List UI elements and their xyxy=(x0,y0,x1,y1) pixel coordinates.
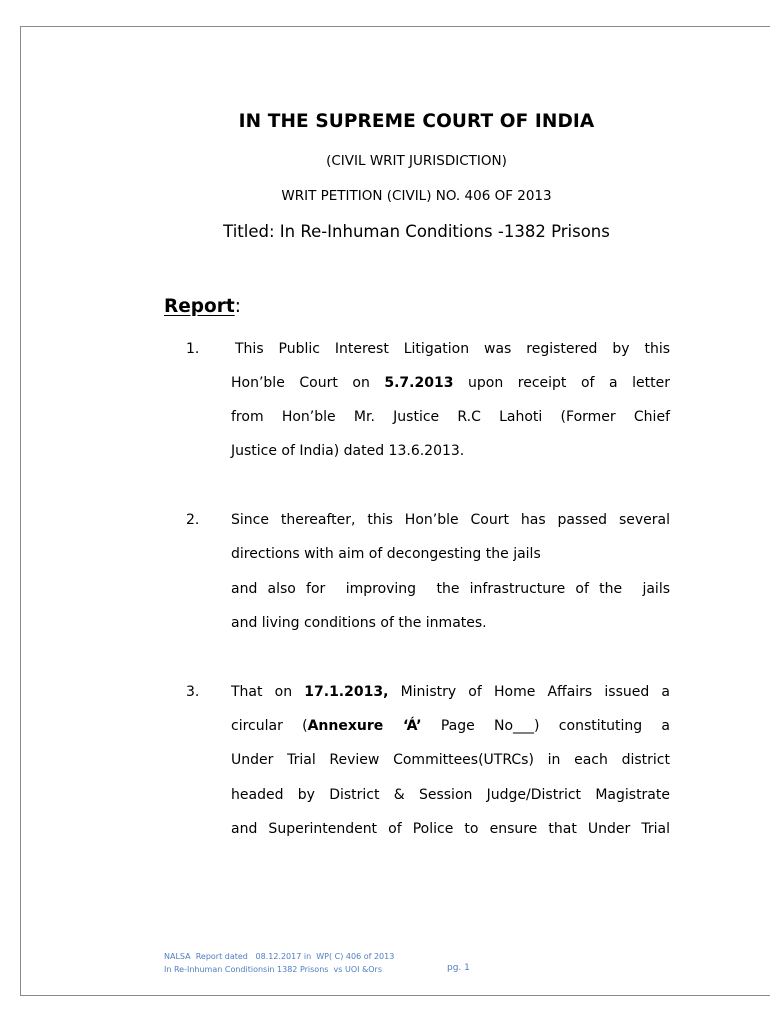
case-title: Titled: In Re-Inhuman Conditions -1382 Prisons xyxy=(223,222,610,241)
report-heading-colon: : xyxy=(234,296,241,317)
page-number: pg. 1 xyxy=(447,963,470,973)
paragraph-2-line-4: and living conditions of the inmates. xyxy=(231,615,487,631)
paragraph-2-line-1: Since thereafter, this Hon’ble Court has passed several xyxy=(231,512,670,528)
paragraph-1-date: 5.7.2013 xyxy=(384,375,454,391)
court-title: IN THE SUPREME COURT OF INDIA xyxy=(238,111,595,132)
paragraph-3-line-5: and Superintendent of Police to ensure that Under Trial xyxy=(231,821,670,837)
paragraph-1-line-3: from Hon’ble Mr. Justice R.C Lahoti (Former Chief xyxy=(231,409,670,425)
petition-number: WRIT PETITION (CIVIL) NO. 406 OF 2013 xyxy=(281,188,552,204)
paragraph-3-line-3: Under Trial Review Committees(UTRCs) in each district xyxy=(231,752,670,768)
paragraph-1-line-4: Justice of India) dated 13.6.2013. xyxy=(231,443,465,459)
paragraph-3-line-2 xyxy=(231,718,670,734)
paragraph-3-line-2-post: Page No___) constituting a xyxy=(421,718,670,734)
paragraph-3-annexure: Annexure ‘Á’ xyxy=(307,718,422,734)
paragraph-3-line-4: headed by District & Session Judge/District Magistrate xyxy=(231,787,670,803)
paragraph-2-line-3: and also for improving the infrastructure of the jails xyxy=(231,581,670,597)
jurisdiction-line: (CIVIL WRIT JURISDICTION) xyxy=(326,153,507,169)
paragraph-1-number: 1. xyxy=(186,341,200,357)
paragraph-3-number: 3. xyxy=(186,684,200,700)
page-border xyxy=(20,26,770,996)
paragraph-1-line-2 xyxy=(231,375,670,391)
paragraph-1-line-1: This Public Interest Litigation was registered by this xyxy=(235,341,670,357)
paragraph-3-line-1 xyxy=(231,684,670,700)
paragraph-1-line-2-post: upon receipt of a letter xyxy=(453,375,670,391)
report-heading xyxy=(164,296,241,317)
footer-line-2: In Re-Inhuman Conditionsin 1382 Prisons vs UOI &Ors xyxy=(164,965,383,974)
paragraph-1-line-2-pre: Hon’ble Court on xyxy=(231,375,385,391)
paragraph-3-line-1-pre: That on xyxy=(231,684,305,700)
paragraph-3-line-1-post: Ministry of Home Affairs issued a xyxy=(388,684,670,700)
paragraph-3-date: 17.1.2013, xyxy=(304,684,389,700)
paragraph-3-line-2-pre: circular ( xyxy=(231,718,308,734)
paragraph-2-line-2: directions with aim of decongesting the jails xyxy=(231,546,541,562)
paragraph-2-number: 2. xyxy=(186,512,200,528)
report-heading-text: Report xyxy=(164,296,235,317)
footer-line-1: NALSA Report dated 08.12.2017 in WP( C) 406 of 2013 xyxy=(164,952,395,961)
